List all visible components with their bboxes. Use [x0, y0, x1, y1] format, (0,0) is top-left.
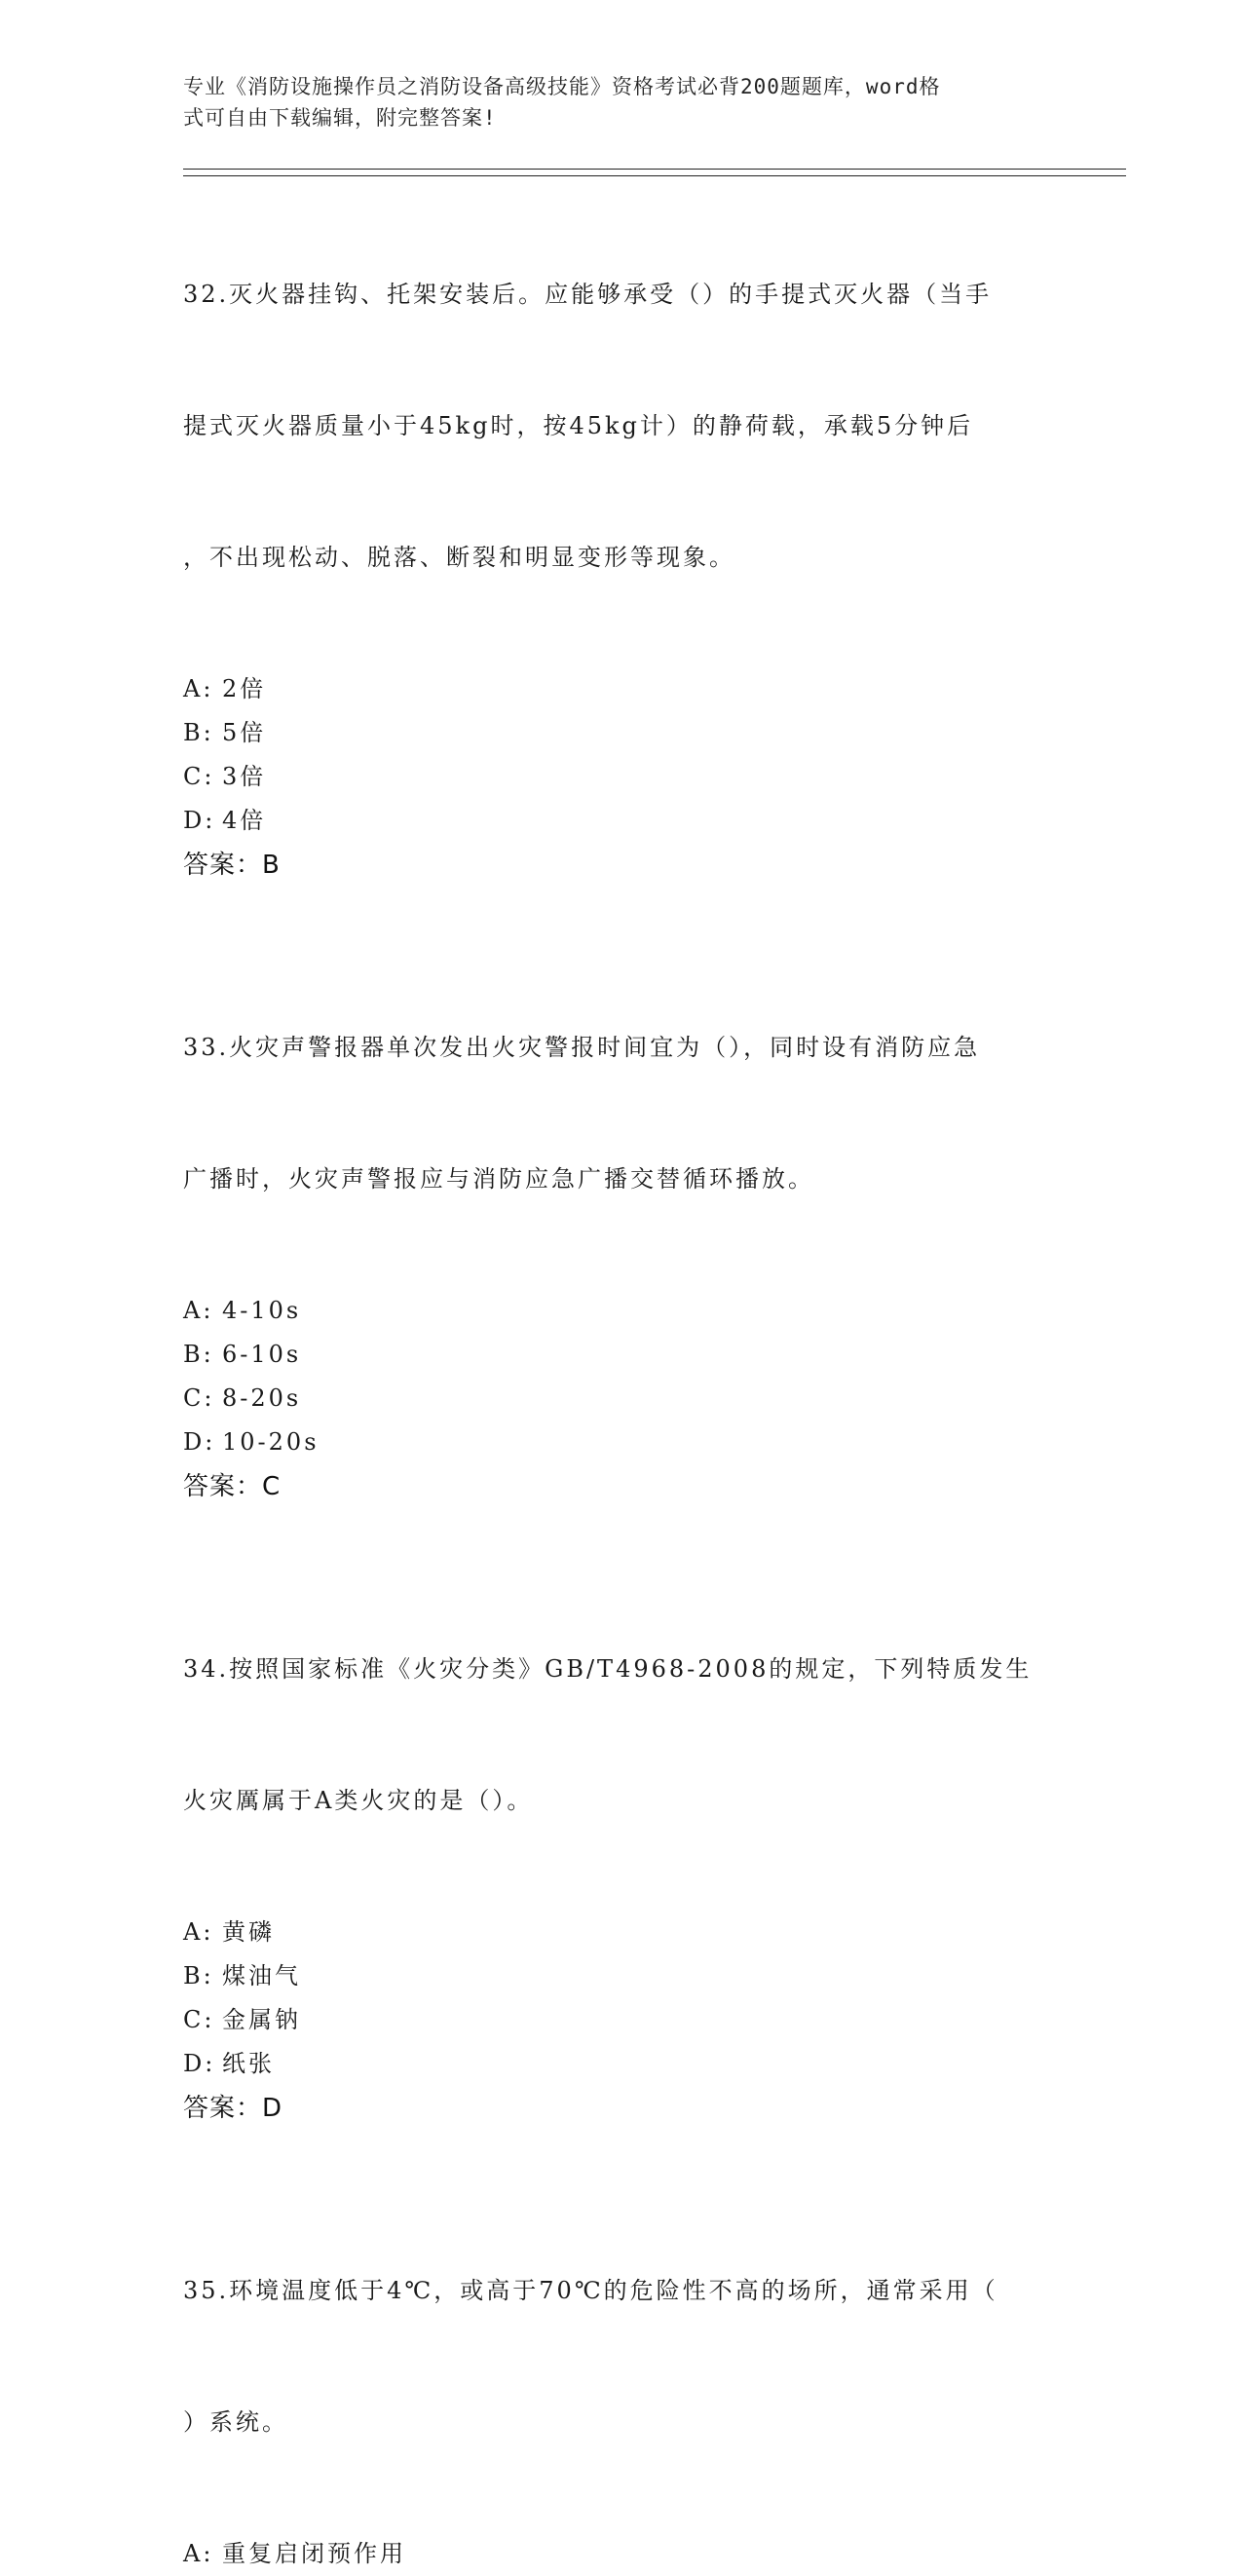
option-letter: A: [183, 1297, 214, 1324]
stem-line: 提式灭火器质量小于45kg时，按45kg计）的静荷载，承载5分钟后 [183, 412, 974, 439]
option-b [183, 1333, 1060, 1377]
option-d [183, 799, 1060, 843]
option-list [183, 667, 1060, 843]
question-spacer [183, 2131, 1060, 2181]
option-text: 8-20s [222, 1384, 302, 1412]
option-text: 煤油气 [222, 1962, 301, 1989]
option-c [183, 1998, 1060, 2042]
option-text: 重复启闭预作用 [222, 2540, 406, 2567]
option-b [183, 711, 1060, 755]
question-stem [183, 185, 1060, 667]
stem-line: 35.环境温度低于4℃，或高于70℃的危险性不高的场所，通常采用（ [183, 2277, 998, 2304]
option-text: 10-20s [222, 1428, 320, 1456]
option-letter: B: [183, 719, 214, 746]
header-divider-top [183, 169, 1126, 170]
question-34 [183, 1560, 1060, 2131]
option-letter: A: [183, 1918, 214, 1946]
question-spacer [183, 888, 1060, 938]
option-text: 金属钠 [222, 2006, 301, 2033]
option-a [183, 1911, 1060, 1954]
question-35 [183, 2181, 1060, 2576]
option-b [183, 1954, 1060, 1998]
question-spacer [183, 1509, 1060, 1560]
stem-line: 广播时，火灾声警报应与消防应急广播交替循环播放。 [183, 1165, 814, 1193]
answer-line: 答案：C [183, 1472, 282, 1501]
option-text: 6-10s [222, 1341, 302, 1368]
option-d [183, 1421, 1060, 1464]
option-c [183, 1377, 1060, 1421]
question-33 [183, 938, 1060, 1509]
stem-line: ，不出现松动、脱落、断裂和明显变形等现象。 [183, 544, 735, 571]
header-line-2: 式可自由下载编辑，附完整答案! [183, 106, 497, 130]
option-letter: B: [183, 1341, 214, 1368]
question-stem [183, 2181, 1060, 2532]
option-text: 黄磷 [222, 1918, 275, 1946]
option-letter: D: [183, 1428, 216, 1456]
option-text: 4倍 [222, 807, 267, 834]
option-letter: C: [183, 1384, 215, 1412]
option-a [183, 2532, 1060, 2576]
option-text: 5倍 [222, 719, 267, 746]
document-header [183, 71, 1040, 133]
option-letter: D: [183, 2050, 216, 2077]
option-text: 2倍 [222, 675, 267, 702]
option-letter: C: [183, 763, 215, 790]
header-divider-bottom [183, 175, 1126, 176]
option-d [183, 2042, 1060, 2086]
option-letter: A: [183, 2540, 214, 2567]
option-letter: C: [183, 2006, 215, 2033]
header-line-1: 专业《消防设施操作员之消防设备高级技能》资格考试必背200题题库，word格 [183, 75, 941, 98]
option-letter: B: [183, 1962, 214, 1989]
option-text: 纸张 [222, 2050, 275, 2077]
option-list [183, 1911, 1060, 2086]
option-a [183, 1289, 1060, 1333]
option-letter: D: [183, 807, 216, 834]
question-stem [183, 1560, 1060, 1911]
question-stem [183, 938, 1060, 1289]
option-a [183, 667, 1060, 711]
answer-line: 答案：D [183, 2094, 283, 2123]
option-list [183, 1289, 1060, 1464]
option-list [183, 2532, 1060, 2576]
option-c [183, 755, 1060, 799]
option-text: 4-10s [222, 1297, 302, 1324]
stem-line: ）系统。 [183, 2408, 288, 2436]
stem-line: 33.火灾声警报器单次发出火灾警报时间宜为（），同时设有消防应急 [183, 1034, 981, 1061]
question-32 [183, 185, 1060, 888]
question-list [183, 185, 1060, 2576]
option-letter: A: [183, 675, 214, 702]
stem-line: 34.按照国家标准《火灾分类》GB/T4968-2008的规定，下列特质发生 [183, 1655, 1033, 1683]
stem-line: 32.灭火器挂钩、托架安装后。应能够承受（）的手提式灭火器（当手 [183, 281, 993, 308]
option-text: 3倍 [222, 763, 267, 790]
stem-line: 火灾厲属于A类火灾的是（）。 [183, 1787, 534, 1814]
answer-line: 答案：B [183, 851, 281, 880]
